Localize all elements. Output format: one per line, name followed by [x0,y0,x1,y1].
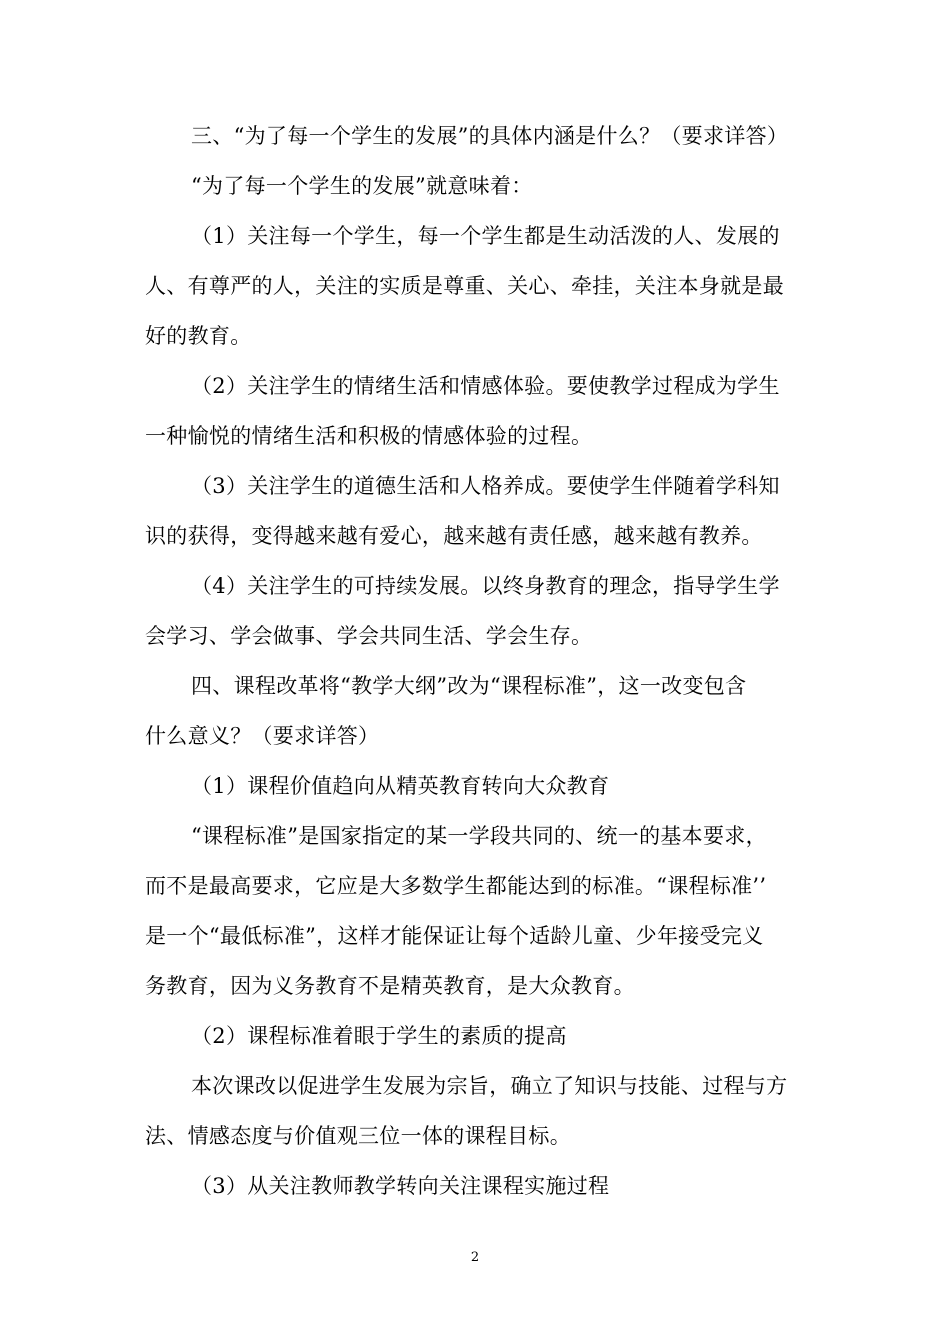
question-4-heading: 四、课程改革将“教学大纲”改为“课程标准”，这一改变包含 [191,674,747,698]
subheading-1: （1）课程价值趋向从精英教育转向大众教育 [191,774,610,798]
paragraph-line: 务教育，因为义务教育不是精英教育，是大众教育。 [145,974,635,998]
paragraph-line: “课程标准”是国家指定的某一学段共同的、统一的基本要求， [191,824,767,848]
paragraph-line: 识的获得，变得越来越有爱心，越来越有责任感，越来越有教养。 [145,524,763,548]
paragraph-line: （1）关注每一个学生，每一个学生都是生动活泼的人、发展的 [191,224,780,248]
subheading-3: （3）从关注教师教学转向关注课程实施过程 [191,1174,610,1198]
page-number: 2 [470,1250,480,1265]
paragraph-line: 是一个“最低标准”，这样才能保证让每个适龄儿童、少年接受完义 [145,924,764,948]
paragraph-line: 好的教育。 [145,324,252,348]
paragraph-line: 一种愉悦的情绪生活和积极的情感体验的过程。 [145,424,593,448]
paragraph-intro: “为了每一个学生的发展”就意味着： [191,174,533,198]
subheading-2: （2）课程标准着眼于学生的素质的提高 [191,1024,567,1048]
paragraph-line: 而不是最高要求，它应是大多数学生都能达到的标准。“课程标准’’ [145,874,767,898]
question-4-heading-cont: 什么意义？（要求详答） [145,724,380,748]
paragraph-line: （3）关注学生的道德生活和人格养成。要使学生伴随着学科知 [191,474,780,498]
paragraph-line: （4）关注学生的可持续发展。以终身教育的理念，指导学生学 [191,574,780,598]
paragraph-line: 本次课改以促进学生发展为宗旨，确立了知识与技能、过程与方 [191,1074,788,1098]
paragraph-line: 人、有尊严的人，关注的实质是尊重、关心、牵挂，关注本身就是最 [145,274,784,298]
question-3-heading: 三、“为了每一个学生的发展”的具体内涵是什么？（要求详答） [191,124,789,148]
paragraph-line: 法、情感态度与价值观三位一体的课程目标。 [145,1124,571,1148]
paragraph-line: 会学习、学会做事、学会共同生活、学会生存。 [145,624,593,648]
paragraph-line: （2）关注学生的情绪生活和情感体验。要使教学过程成为学生 [191,374,780,398]
